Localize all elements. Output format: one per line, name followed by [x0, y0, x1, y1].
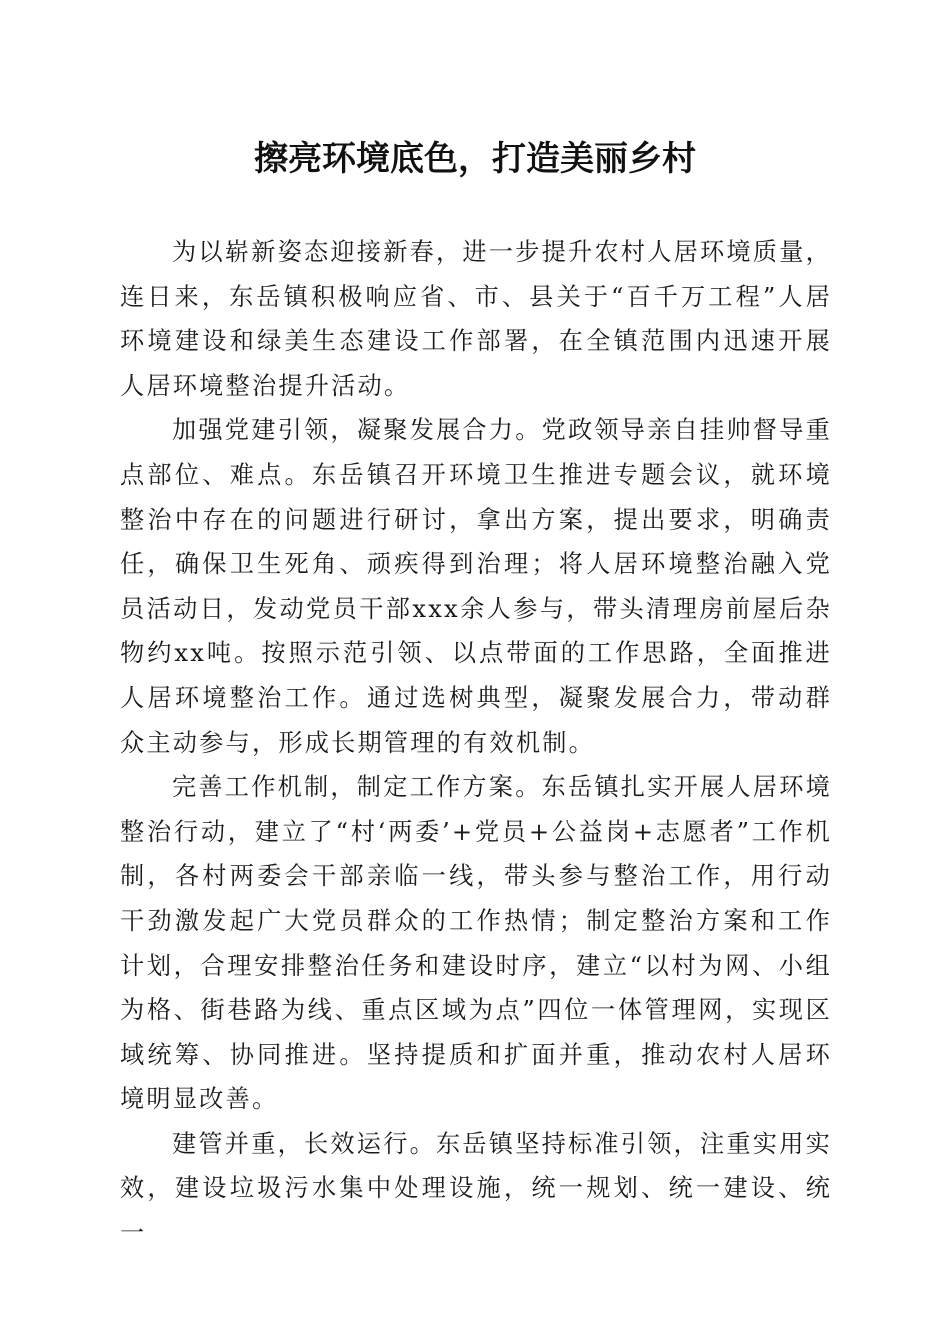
document-title: 擦亮环境底色，打造美丽乡村 [254, 139, 696, 179]
paragraph-intro: 为以崭新姿态迎接新春，进一步提升农村人居环境质量，连日来，东岳镇积极响应省、市、县关于“百千万工程”人居环境建设和绿美生态建设工作部署，在全镇范围内迅速开展人居环境整治提升活动。 [120, 238, 832, 400]
document-body [120, 230, 832, 1256]
paragraph-construction-management: 建管并重，长效运行。东岳镇坚持标准引领，注重实用实效，建设垃圾污水集中处理设施，统一规划、统一建设、统一 [120, 1129, 832, 1248]
paragraph-party-leadership: 加强党建引领，凝聚发展合力。党政领导亲自挂帅督导重点部位、难点。东岳镇召开环境卫生推进专题会议，就环境整治中存在的问题进行研讨，拿出方案，提出要求，明确责任，确保卫生死角、顽疾得到治理；将人居环境整治融入党员活动日，发动党员干部xxx余人参与，带头清理房前屋后杂物约xx吨。按照示范引领、以点带面的工作思路，全面推进人居环境整治工作。通过选树典型，凝聚发展合力，带动群众主动参与，形成长期管理的有效机制。 [120, 416, 832, 757]
paragraph-work-mechanism: 完善工作机制，制定工作方案。东岳镇扎实开展人居环境整治行动，建立了“村‘两委’+党员+公益岗+志愿者”工作机制，各村两委会干部亲临一线，带头参与整治工作，用行动干劲激发起广大党员群众的工作热情；制定整治方案和工作计划，合理安排整治任务和建设时序，建立“以村为网、小组为格、街巷路为线、重点区域为点”四位一体管理网，实现区域统筹、协同推进。坚持提质和扩面并重，推动农村人居环境明显改善。 [120, 773, 832, 1114]
